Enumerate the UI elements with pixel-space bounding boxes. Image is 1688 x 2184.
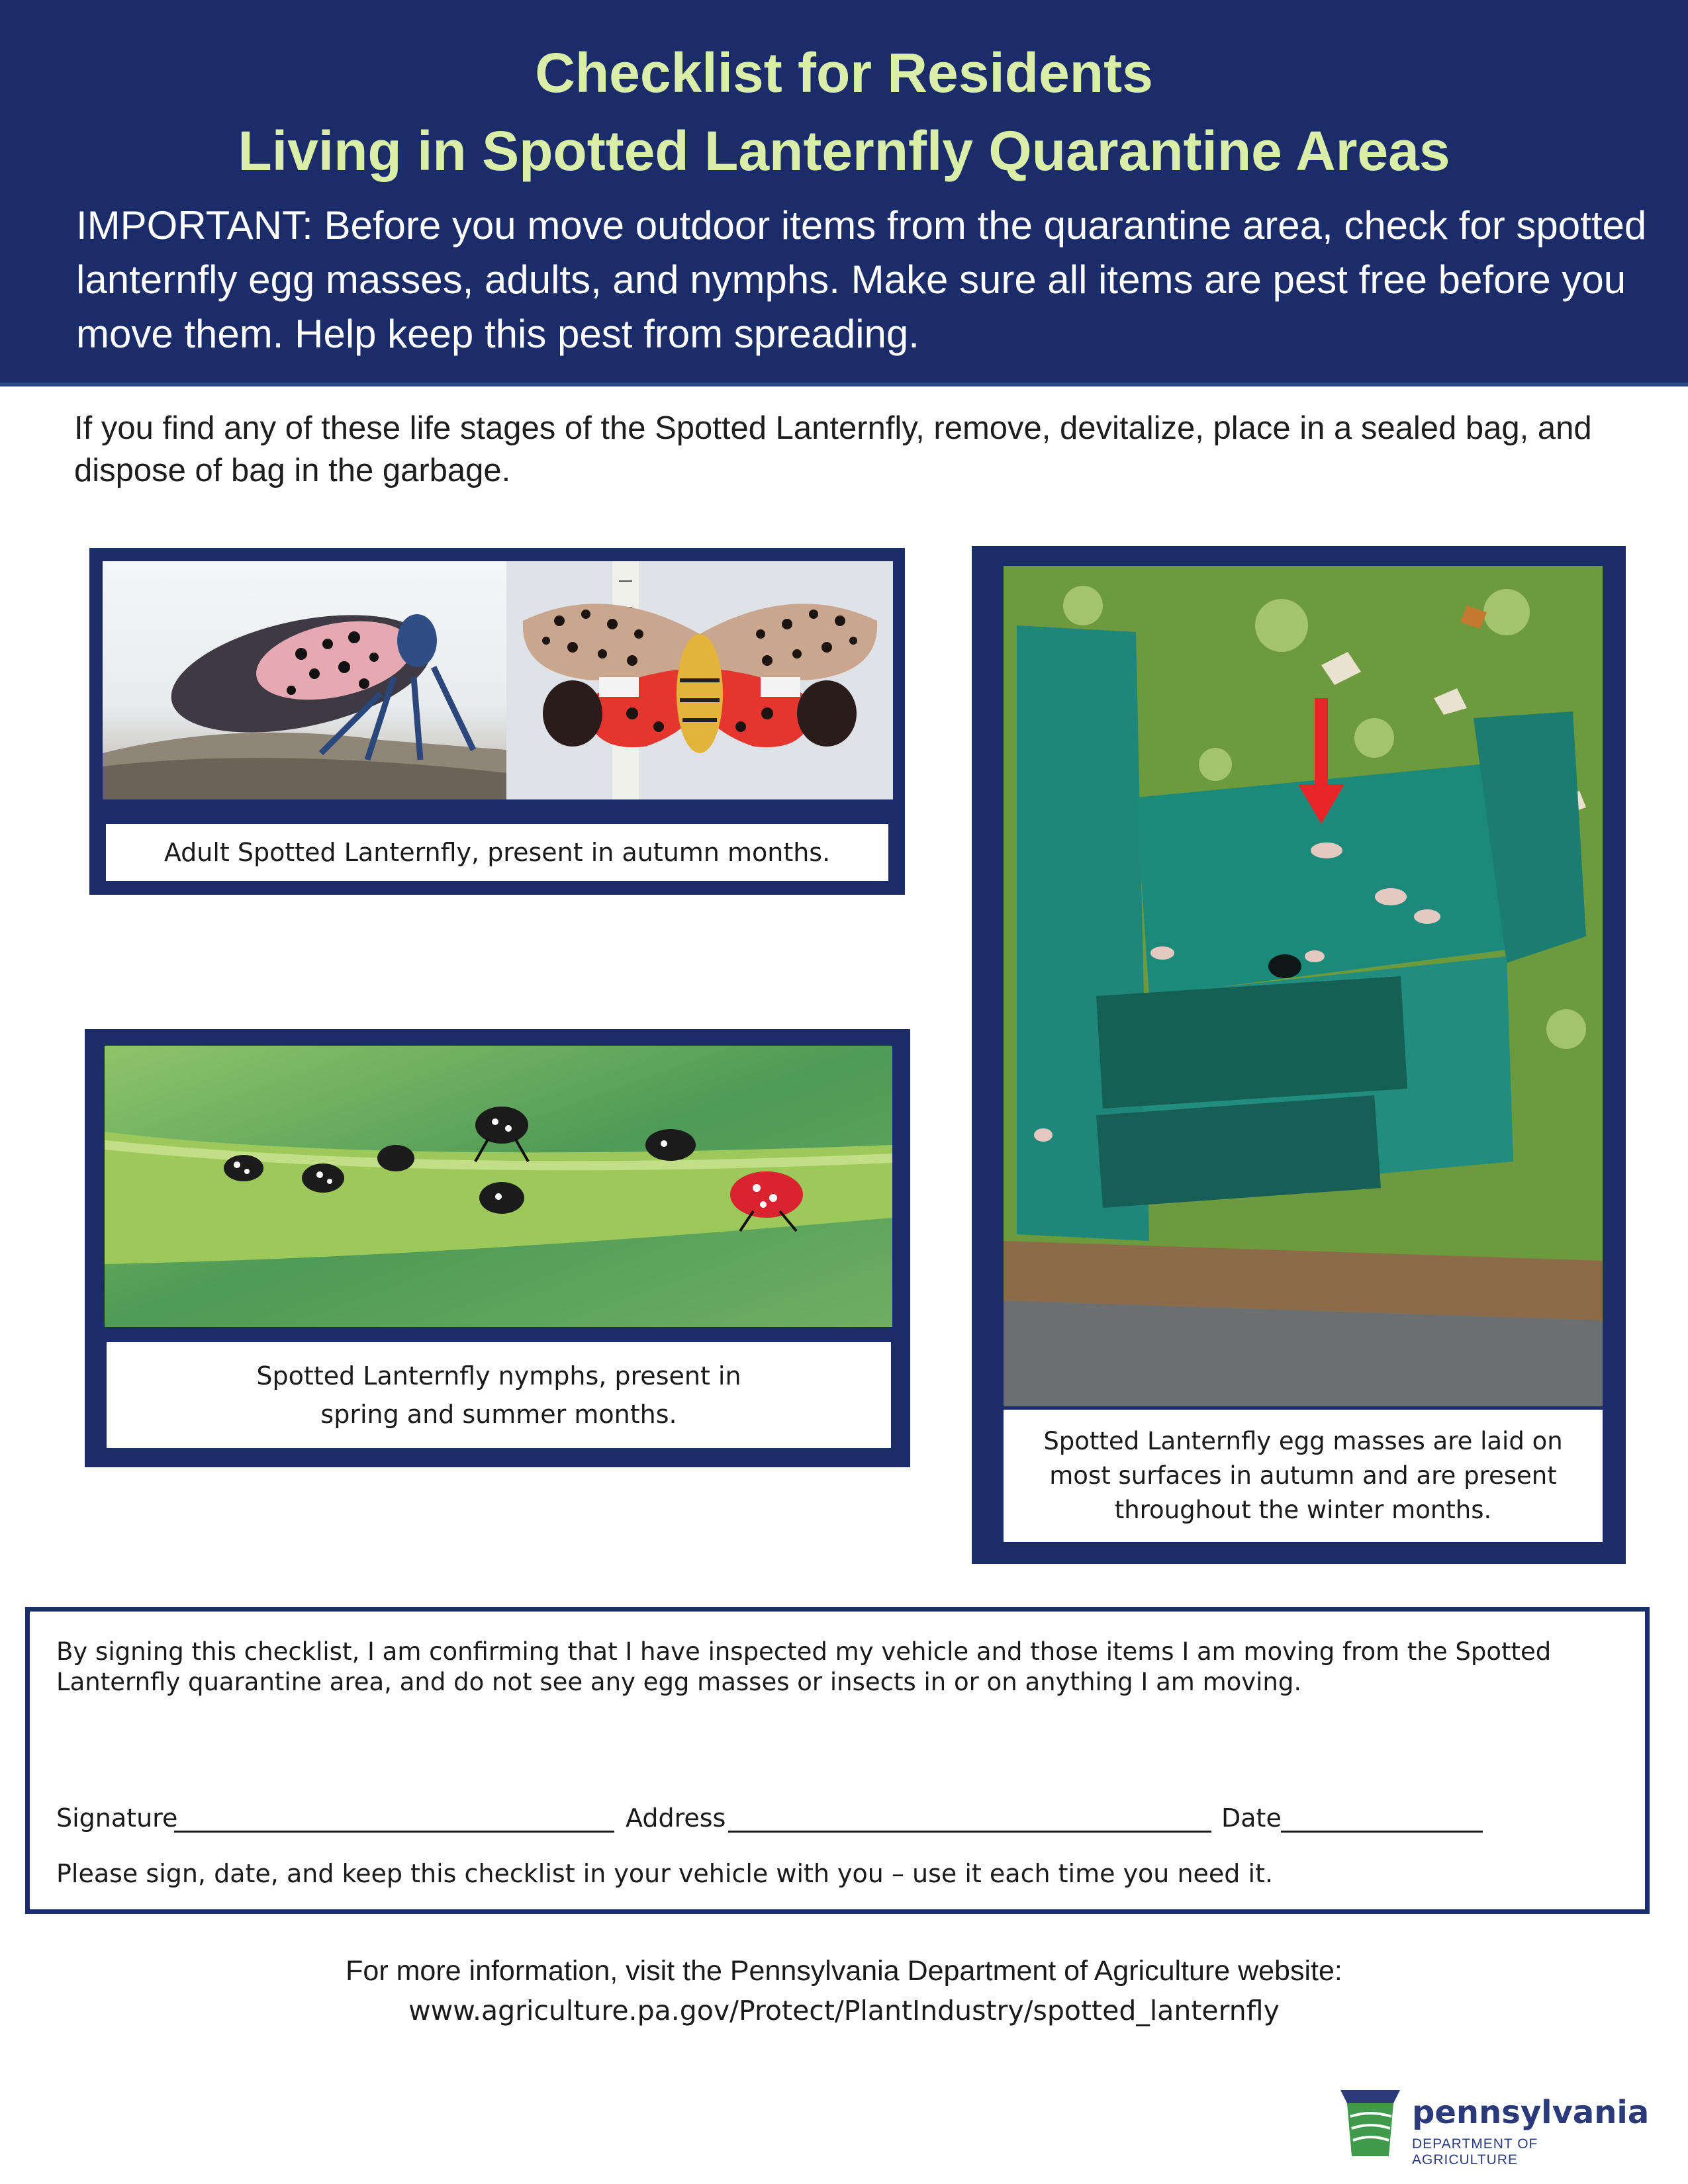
date-field[interactable] — [1281, 1831, 1483, 1833]
nymphs-photo — [105, 1046, 892, 1327]
title-line-1: Checklist for Residents — [535, 42, 1153, 104]
keystone-icon — [1337, 2090, 1403, 2161]
header-banner — [0, 0, 1688, 387]
address-label: Address — [626, 1803, 726, 1833]
more-info-text: For more information, visit the Pennsylvania Department of Agriculture website: — [346, 1955, 1342, 1987]
keep-reminder: Please sign, date, and keep this checklist in your vehicle with you – use it each time you need it. — [56, 1859, 1274, 1888]
eggs-photo — [1004, 566, 1603, 1406]
signature-field[interactable] — [174, 1831, 614, 1833]
date-label: Date — [1221, 1803, 1282, 1833]
adult-panel — [89, 548, 905, 895]
adult-caption: Adult Spotted Lanternfly, present in autumn months. — [164, 838, 831, 867]
adult-lanternfly-side-image — [103, 561, 506, 799]
eggs-caption: Spotted Lanternfly egg masses are laid on most surfaces in autumn and are present throughout the winter months. — [1043, 1427, 1563, 1524]
eggs-panel — [972, 546, 1626, 1564]
nymphs-caption-box — [105, 1340, 893, 1450]
more-info-section — [0, 1951, 1688, 2030]
adult-photo-side — [103, 561, 506, 799]
eggs-caption-box — [1002, 1408, 1605, 1544]
title-line-2: Living in Spotted Lanternfly Quarantine Areas — [238, 120, 1450, 182]
signature-section — [25, 1607, 1650, 1914]
adult-caption-box — [104, 822, 890, 883]
adult-lanternfly-wings-image — [506, 561, 893, 799]
signature-label: Signature — [56, 1803, 178, 1833]
address-field[interactable] — [728, 1831, 1211, 1833]
intro-text: If you find any of these life stages of the Spotted Lanternfly, remove, devitalize, place in a sealed bag, and dispose of bag in the garbage. — [74, 410, 1592, 488]
egg-masses-on-chair-image — [1004, 566, 1603, 1406]
pa-agriculture-logo — [1334, 2090, 1650, 2167]
signature-statement: By signing this checklist, I am confirming that I have inspected my vehicle and those items I am moving from the Spotted Lanternfly quarantine area, and do not see any egg masses or insects in or on anything I am moving. — [56, 1637, 1552, 1696]
logo-name: pennsylvania — [1412, 2094, 1650, 2131]
important-notice: IMPORTANT: Before you move outdoor items from the quarantine area, check for spotted lanternfly egg masses, adults, and nymphs. Make sure all items are pest free before you move them. Help keep this pest from spreading. — [76, 203, 1647, 356]
nymphs-panel — [85, 1029, 910, 1467]
website-link[interactable]: www.agriculture.pa.gov/Protect/PlantIndustry/spotted_lanternfly — [408, 1995, 1280, 2026]
logo-subtitle: DEPARTMENT OF AGRICULTURE — [1412, 2136, 1538, 2167]
nymphs-on-stem-image — [105, 1046, 892, 1327]
adult-photo-wings — [506, 561, 893, 799]
nymphs-caption: Spotted Lanternfly nymphs, present in spring and summer months. — [256, 1361, 741, 1429]
